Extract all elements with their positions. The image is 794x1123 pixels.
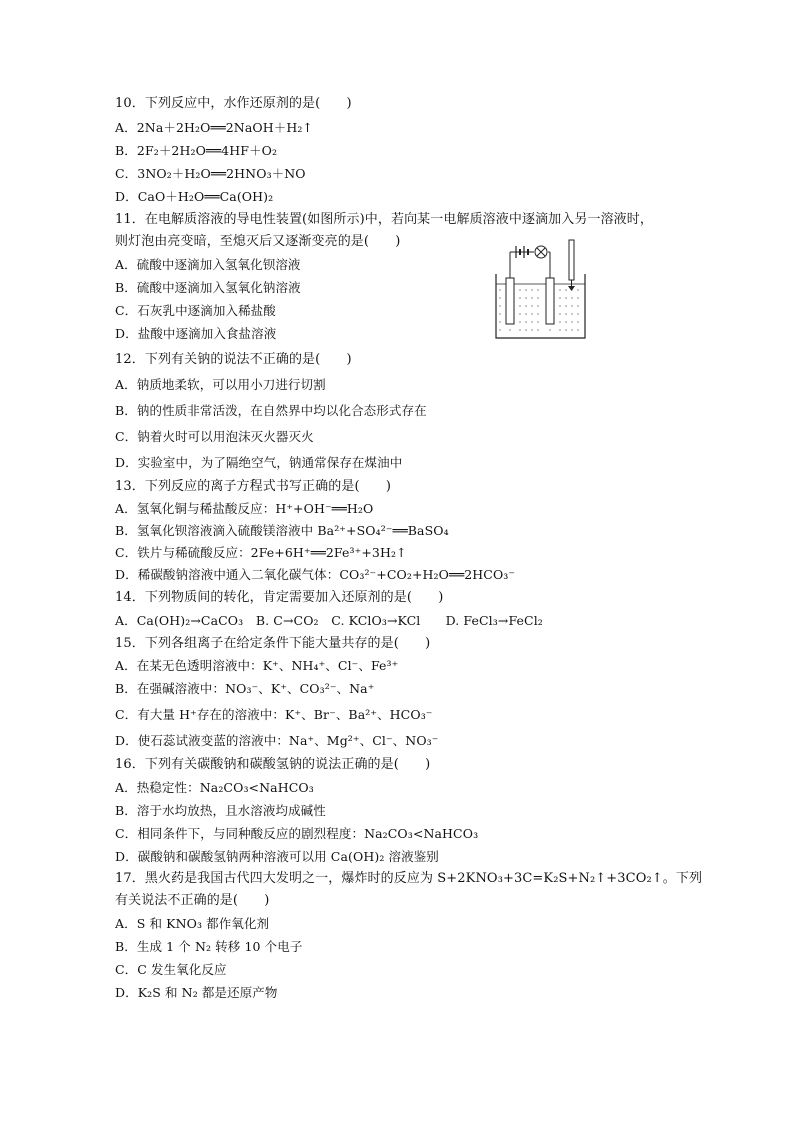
q16-option-c: C．相同条件下，与同种酸反应的剧烈程度：Na₂CO₃<NaHCO₃ xyxy=(115,826,479,841)
question-11-stem-cont: 则灯泡由亮变暗，至熄灭后又逐渐变亮的是( ) xyxy=(115,234,401,249)
q17-option-a: A．S 和 KNO₃ 都作氧化剂 xyxy=(115,916,270,931)
q12-option-d: D．实验室中，为了隔绝空气，钠通常保存在煤油中 xyxy=(115,455,403,470)
question-13-stem: 13．下列反应的离子方程式书写正确的是( ) xyxy=(115,479,391,494)
q17-option-c: C．C 发生氧化反应 xyxy=(115,962,227,977)
q11-option-d: D．盐酸中逐滴加入食盐溶液 xyxy=(115,326,277,341)
q13-option-c: C．铁片与稀硫酸反应：2Fe+6H⁺══2Fe³⁺+3H₂↑ xyxy=(115,545,407,560)
q12-option-b: B．钠的性质非常活泼，在自然界中均以化合态形式存在 xyxy=(115,403,427,418)
q13-option-d: D．稀碳酸钠溶液中通入二氧化碳气体：CO₃²⁻+CO₂+H₂O══2HCO₃⁻ xyxy=(115,567,516,582)
q10-option-b: B．2F₂＋2H₂O══4HF＋O₂ xyxy=(115,143,278,158)
q15-option-c: C．有大量 H⁺存在的溶液中：K⁺、Br⁻、Ba²⁺、HCO₃⁻ xyxy=(115,707,433,722)
q15-option-b: B．在强碱溶液中：NO₃⁻、K⁺、CO₃²⁻、Na⁺ xyxy=(115,681,375,696)
q17-option-b: B．生成 1 个 N₂ 转移 10 个电子 xyxy=(115,939,303,954)
question-12-stem: 12．下列有关钠的说法不正确的是( ) xyxy=(115,352,352,367)
q16-option-b: B．溶于水均放热，且水溶液均成碱性 xyxy=(115,803,326,818)
q12-option-c: C．钠着火时可以用泡沫灭火器灭火 xyxy=(115,429,314,444)
question-15-stem: 15．下列各组离子在给定条件下能大量共存的是( ) xyxy=(115,636,431,651)
q16-option-d: D．碳酸钠和碳酸氢钠两种溶液可以用 Ca(OH)₂ 溶液鉴别 xyxy=(115,849,439,864)
q13-option-a: A．氢氧化铜与稀盐酸反应：H⁺+OH⁻══H₂O xyxy=(115,501,374,516)
q11-option-b: B．硫酸中逐滴加入氢氧化钠溶液 xyxy=(115,280,301,295)
q17-option-d: D．K₂S 和 N₂ 都是还原产物 xyxy=(115,985,278,1000)
question-10-stem: 10．下列反应中，水作还原剂的是( ) xyxy=(115,96,352,111)
q15-option-a: A．在某无色透明溶液中：K⁺、NH₄⁺、Cl⁻、Fe³⁺ xyxy=(115,658,399,673)
question-16-stem: 16．下列有关碳酸钠和碳酸氢钠的说法正确的是( ) xyxy=(115,757,431,772)
q10-option-a: A．2Na＋2H₂O══2NaOH＋H₂↑ xyxy=(115,120,314,135)
question-17-stem-cont: 有关说法不正确的是( ) xyxy=(115,893,270,908)
q11-option-c: C．石灰乳中逐滴加入稀盐酸 xyxy=(115,303,276,318)
q10-option-c: C．3NO₂＋H₂O══2HNO₃＋NO xyxy=(115,166,306,181)
question-17-stem: 17．黑火药是我国古代四大发明之一，爆炸时的反应为 S+2KNO₃+3C=K₂S+N₂↑+3CO₂↑。下列 xyxy=(115,871,703,886)
question-11-stem: 11．在电解质溶液的导电性装置(如图所示)中，若向某一电解质溶液中逐滴加入另一溶液时， xyxy=(115,212,653,227)
q13-option-b: B．氢氧化钡溶液滴入硫酸镁溶液中 Ba²⁺+SO₄²⁻══BaSO₄ xyxy=(115,523,449,538)
conductivity-apparatus-icon xyxy=(492,238,588,340)
q14-options: A．Ca(OH)₂→CaCO₃ B. C→CO₂ C. KClO₃→KCl D. FeCl₃→FeCl₂ xyxy=(115,613,543,628)
q10-option-d: D．CaO＋H₂O══Ca(OH)₂ xyxy=(115,189,274,204)
q16-option-a: A．热稳定性：Na₂CO₃<NaHCO₃ xyxy=(115,780,314,795)
q15-option-d: D．使石蕊试液变蓝的溶液中：Na⁺、Mg²⁺、Cl⁻、NO₃⁻ xyxy=(115,733,439,748)
q11-option-a: A．硫酸中逐滴加入氢氧化钡溶液 xyxy=(115,257,301,272)
q12-option-a: A．钠质地柔软，可以用小刀进行切割 xyxy=(115,377,326,392)
question-14-stem: 14．下列物质间的转化，肯定需要加入还原剂的是( ) xyxy=(115,590,444,605)
